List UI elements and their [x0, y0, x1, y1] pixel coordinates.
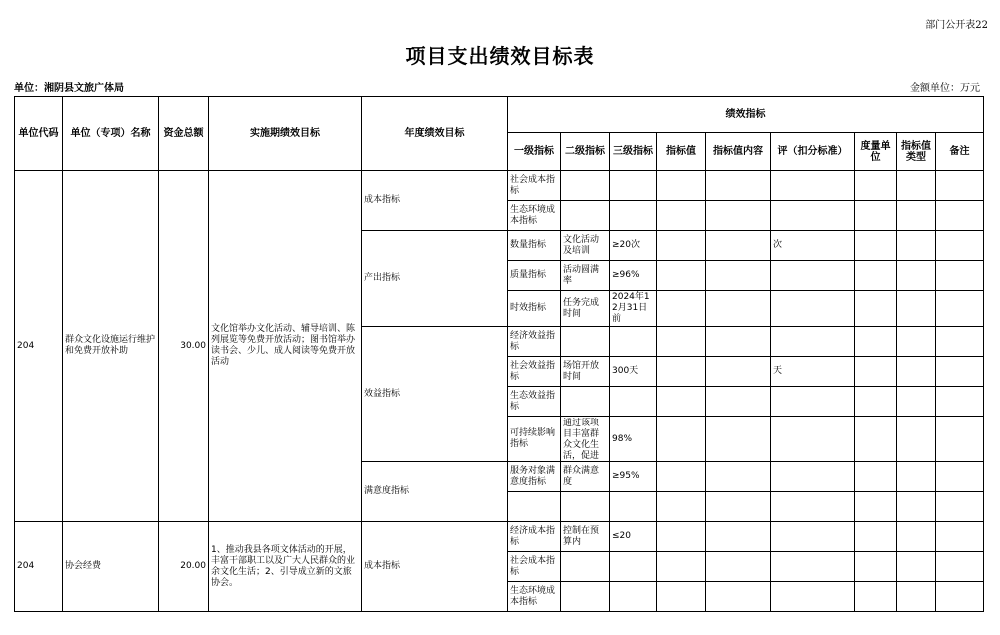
value-cell — [610, 582, 657, 612]
header-ind-value: 指标值 — [657, 133, 706, 171]
level2-cell: 社会成本指标 — [508, 552, 561, 582]
level3-text: 通过该项目丰富群众文化生活，促进 — [563, 418, 600, 460]
scoring-cell — [771, 327, 855, 357]
group-satisfaction: 满意度指标 — [362, 462, 508, 522]
level2-cell: 生态环境成本指标 — [508, 201, 561, 231]
project-amount: 30.00 — [159, 171, 209, 522]
scoring-cell — [771, 201, 855, 231]
level2-cell: 生态环境成本指标 — [508, 582, 561, 612]
project-amount: 20.00 — [159, 522, 209, 612]
level2-cell: 经济成本指标 — [508, 522, 561, 552]
value-cell: 300天 — [610, 357, 657, 387]
header-level3: 三级指标 — [610, 133, 657, 171]
header-period-goal: 实施期绩效目标 — [209, 97, 362, 171]
level3-cell — [561, 201, 610, 231]
level2-cell: 生态效益指标 — [508, 387, 561, 417]
level3-cell: 控制在预算内 — [561, 522, 610, 552]
project-code: 204 — [15, 171, 63, 522]
value-cell — [610, 552, 657, 582]
level2-cell: 社会成本指标 — [508, 171, 561, 201]
level3-cell — [561, 417, 610, 462]
unit-label: 单位：湘阴县文旅广体局 — [14, 83, 124, 94]
scoring-cell — [771, 171, 855, 201]
group-benefit: 效益指标 — [362, 327, 508, 462]
amount-unit-label: 金额单位：万元 — [910, 83, 980, 94]
performance-table — [14, 96, 984, 612]
level3-cell: 群众满意度 — [561, 462, 610, 492]
value-cell — [610, 327, 657, 357]
value-cell — [610, 201, 657, 231]
header-measure-unit: 度量单位 — [855, 133, 897, 171]
header-total-funds: 资金总额 — [159, 97, 209, 171]
header-annual-goal: 年度绩效目标 — [362, 97, 508, 171]
scoring-cell — [771, 261, 855, 291]
level3-cell — [561, 552, 610, 582]
level2-cell: 数量指标 — [508, 231, 561, 261]
scoring-cell: 天 — [771, 357, 855, 387]
value-cell — [610, 171, 657, 201]
header-unit-name: 单位（专项）名称 — [63, 97, 159, 171]
level3-cell — [561, 327, 610, 357]
level2-cell: 质量指标 — [508, 261, 561, 291]
value-cell: ≥20次 — [610, 231, 657, 261]
page-title: 项目支出绩效目标表 — [405, 44, 595, 68]
scoring-cell — [771, 552, 855, 582]
scoring-cell — [771, 462, 855, 492]
level2-cell: 时效指标 — [508, 291, 561, 327]
header-level2: 二级指标 — [561, 133, 610, 171]
header-unit-code: 单位代码 — [15, 97, 63, 171]
header-ind-content: 指标值内容 — [706, 133, 771, 171]
level3-cell: 任务完成时间 — [561, 291, 610, 327]
header-scoring: 评（扣分标准） — [771, 133, 855, 171]
level3-cell — [561, 582, 610, 612]
project-period-goal: 1、推动我县各项文体活动的开展，丰富干部职工以及广大人民群众的业余文化生活；2、引导成立新的文旅协会。 — [209, 522, 362, 612]
scoring-cell — [771, 522, 855, 552]
scoring-cell — [771, 582, 855, 612]
group-cost: 成本指标 — [362, 522, 508, 612]
group-cost: 成本指标 — [362, 171, 508, 231]
header-level1: 一级指标 — [508, 133, 561, 171]
header-perf-indicators: 绩效指标 — [508, 97, 984, 133]
scoring-cell — [771, 387, 855, 417]
project-period-goal: 文化馆举办文化活动、辅导培训、陈列展览等免费开放活动；图书馆举办读书会、少儿、成人阅读等免费开放活动 — [209, 171, 362, 522]
level2-cell: 可持续影响指标 — [508, 417, 561, 462]
level2-cell: 社会效益指标 — [508, 357, 561, 387]
scoring-cell — [771, 417, 855, 462]
project-name: 协会经费 — [63, 522, 159, 612]
table-number-label: 部门公开表22 — [925, 20, 988, 31]
level3-cell — [561, 171, 610, 201]
scoring-cell: 次 — [771, 231, 855, 261]
value-cell: ≤20 — [610, 522, 657, 552]
level3-cell: 活动圆满率 — [561, 261, 610, 291]
project-code: 204 — [15, 522, 63, 612]
project-name: 群众文化设施运行维护和免费开放补助 — [63, 171, 159, 522]
level2-cell: 服务对象满意度指标 — [508, 462, 561, 492]
value-cell: ≥96% — [610, 261, 657, 291]
value-cell — [610, 387, 657, 417]
group-output: 产出指标 — [362, 231, 508, 327]
value-cell: 2024年12月31日前 — [610, 291, 657, 327]
level3-cell: 文化活动及培训 — [561, 231, 610, 261]
value-cell: 98% — [610, 417, 657, 462]
level3-cell — [561, 387, 610, 417]
level2-cell: 经济效益指标 — [508, 327, 561, 357]
value-cell: ≥95% — [610, 462, 657, 492]
scoring-cell — [771, 291, 855, 327]
level3-cell: 场馆开放时间 — [561, 357, 610, 387]
header-value-type: 指标值类型 — [897, 133, 936, 171]
header-remarks: 备注 — [936, 133, 984, 171]
